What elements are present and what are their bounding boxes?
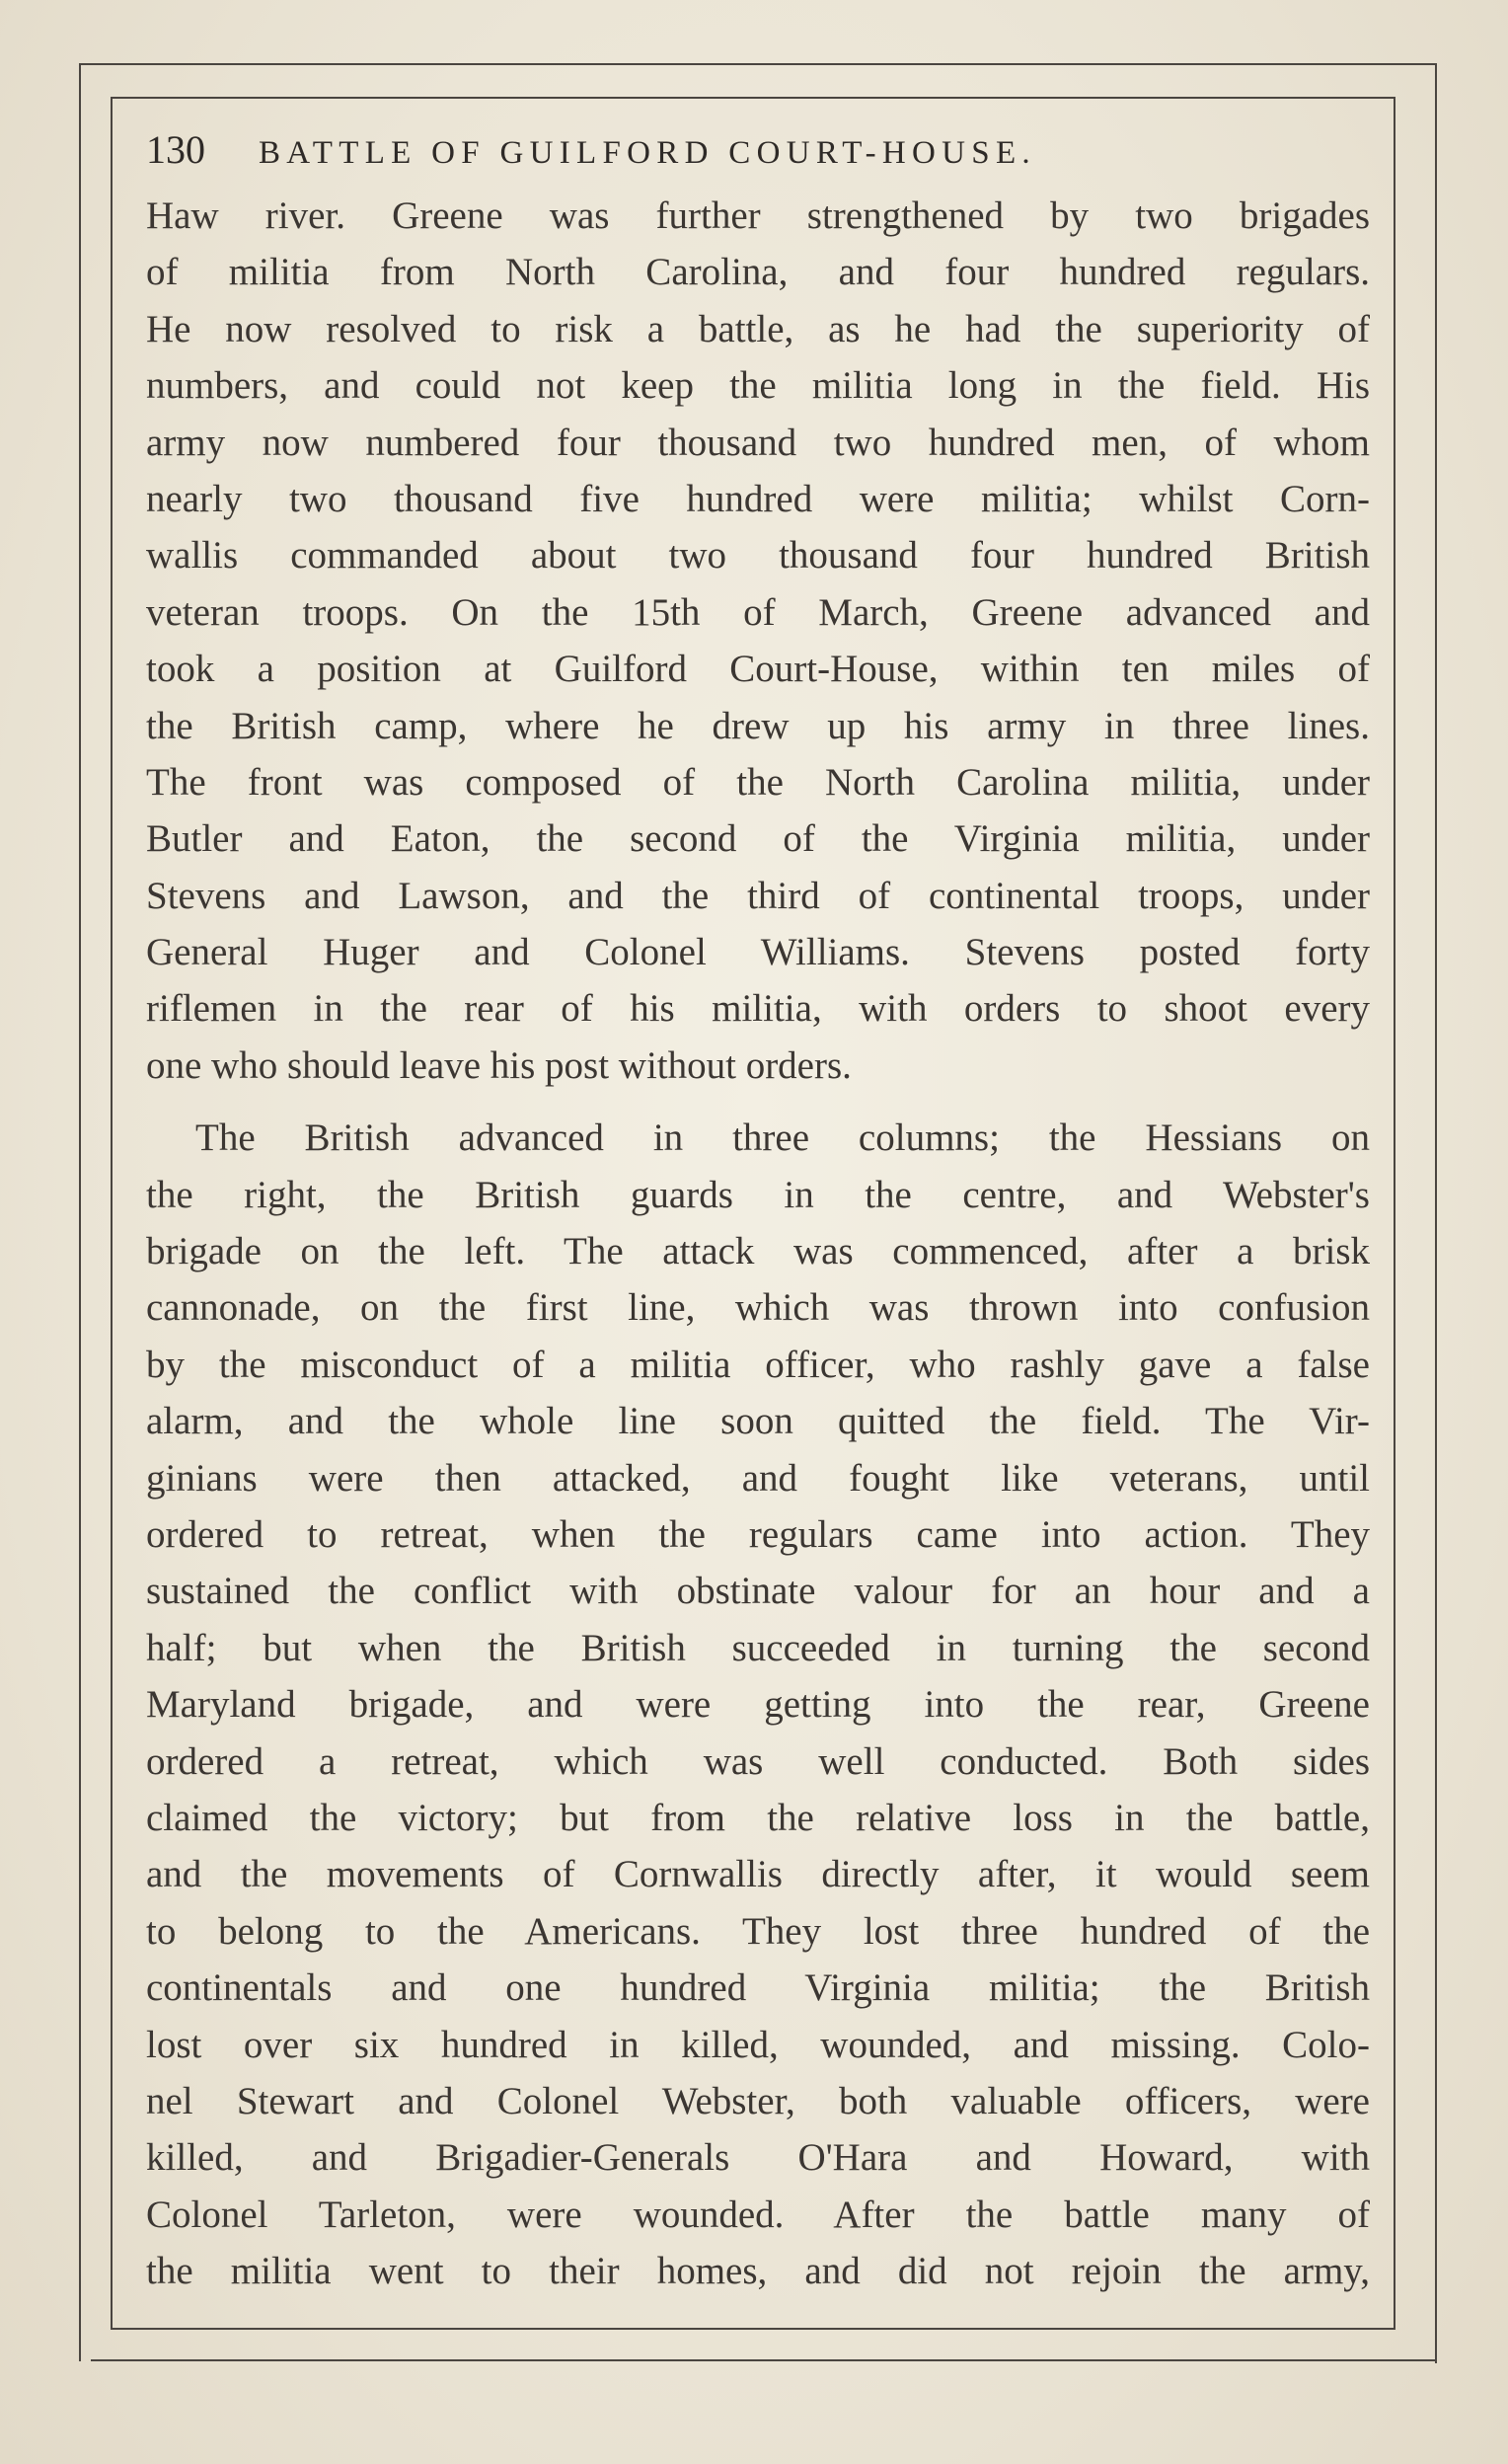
text-line: the right, the British guards in the centre, and Webster's [146,1173,1370,1216]
text-line: and the movements of Cornwallis directly after, it would seem [146,1853,1370,1896]
text-line: brigade on the left. The attack was commenced, after a brisk [146,1230,1370,1273]
text-line: sustained the conflict with obstinate valour for an hour and a [146,1570,1370,1613]
text-line: to belong to the Americans. They lost three hundred of the [146,1909,1370,1953]
text-line: Stevens and Lawson, and the third of continental troops, under [146,874,1370,917]
outer-border-left [79,63,81,2361]
text-line: by the misconduct of a militia officer, who rashly gave a false [146,1343,1370,1386]
paragraph [146,1110,1370,2299]
text-line: army now numbered four thousand two hundred men, of whom [146,421,1370,464]
text-line: of militia from North Carolina, and four hundred regulars. [146,251,1370,294]
body-text [146,188,1370,2299]
text-line: nearly two thousand five hundred were militia; whilst Corn- [146,477,1370,520]
text-line: cannonade, on the first line, which was thrown into confusion [146,1286,1370,1330]
text-line: killed, and Brigadier-Generals O'Hara and Howard, with [146,2136,1370,2180]
text-line: ordered a retreat, which was well conducted. Both sides [146,1739,1370,1783]
running-title: BATTLE OF GUILFORD COURT-HOUSE. [259,135,1036,171]
text-line: General Huger and Colonel Williams. Stevens posted forty [146,931,1370,974]
text-line: claimed the victory; but from the relative loss in the battle, [146,1796,1370,1839]
text-line: continentals and one hundred Virginia militia; the British [146,1966,1370,2010]
paragraph-spacer [146,1094,1370,1110]
outer-border-top [79,63,1437,65]
text-line: veteran troops. On the 15th of March, Greene advanced and [146,590,1370,634]
text-line: Haw river. Greene was further strengthened by two brigades [146,194,1370,237]
inner-border-top [111,97,1395,99]
inner-border-right [1394,97,1395,2330]
text-line: numbers, and could not keep the militia long in the field. His [146,364,1370,408]
inner-border-left [111,97,113,2330]
text-line: nel Stewart and Colonel Webster, both valuable officers, were [146,2079,1370,2122]
text-line: took a position at Guilford Court-House, within ten miles of [146,648,1370,691]
text-line: Maryland brigade, and were getting into the rear, Greene [146,1683,1370,1727]
text-line: riflemen in the rear of his militia, with orders to shoot every [146,987,1370,1031]
text-line: alarm, and the whole line soon quitted the field. The Vir- [146,1400,1370,1443]
inner-border-bottom [111,2328,1395,2330]
text-line: lost over six hundred in killed, wounded, and missing. Colo- [146,2023,1370,2066]
text-line: Butler and Eaton, the second of the Virginia militia, under [146,817,1370,861]
page-header [146,126,1370,180]
text-line: He now resolved to risk a battle, as he had the superiority of [146,307,1370,350]
text-line: The front was composed of the North Carolina militia, under [146,760,1370,804]
text-line: Colonel Tarleton, were wounded. After the battle many of [146,2193,1370,2236]
text-line: The British advanced in three columns; the Hessians on [195,1116,1370,1160]
outer-border-bottom [91,2359,1437,2361]
text-line: ordered to retreat, when the regulars came into action. They [146,1512,1370,1556]
text-line: ginians were then attacked, and fought like veterans, until [146,1456,1370,1500]
text-line: the militia went to their homes, and did not rejoin the army, [146,2250,1370,2293]
page-number: 130 [146,127,205,172]
outer-border-right [1435,63,1437,2363]
text-line: the British camp, where he drew up his army in three lines. [146,704,1370,747]
paragraph [146,188,1370,1094]
text-line: wallis commanded about two thousand four hundred British [146,534,1370,578]
text-line: half; but when the British succeeded in turning the second [146,1626,1370,1669]
text-line: one who should leave his post without orders. [146,1043,852,1087]
